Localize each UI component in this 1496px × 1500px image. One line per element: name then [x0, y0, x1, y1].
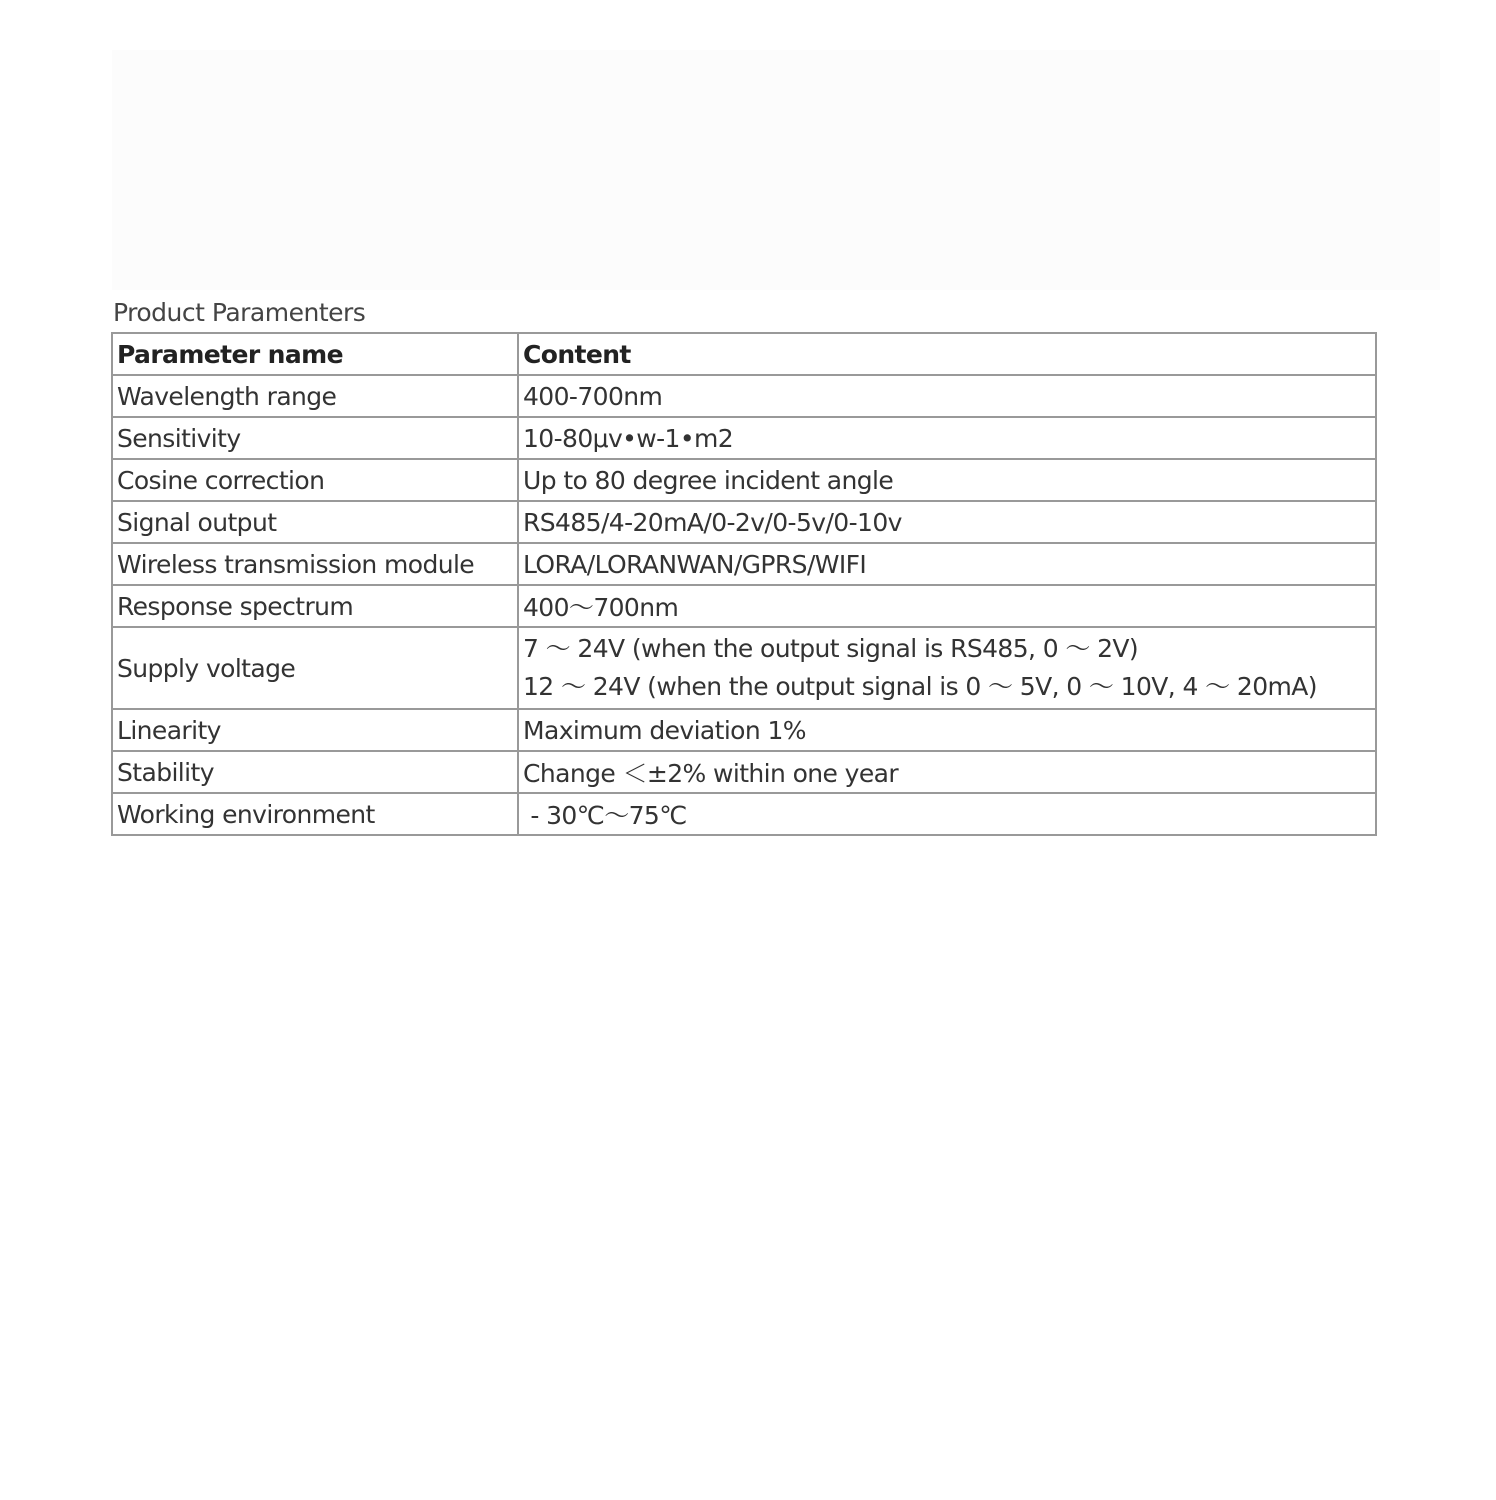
parameters-table-container [111, 332, 1377, 855]
parameter-name-cell: Sensitivity [112, 417, 518, 459]
section-title: Product Paramenters [113, 298, 366, 327]
parameter-name-cell: Cosine correction [112, 459, 518, 501]
parameter-name-cell: Signal output [112, 501, 518, 543]
content-line: 12 ～ 24V (when the output signal is 0 ～ 5V, 0 ～ 10V, 4 ～ 20mA) [523, 672, 1317, 701]
content-line: Up to 80 degree incident angle [523, 465, 894, 495]
header-parameter-name: Parameter name [112, 333, 518, 375]
table-row [112, 793, 1376, 835]
content-line: LORA/LORANWAN/GPRS/WIFI [523, 549, 867, 579]
table-row [112, 751, 1376, 793]
table-row [112, 375, 1376, 417]
parameter-name-cell: Wavelength range [112, 375, 518, 417]
parameter-name-cell: Response spectrum [112, 585, 518, 627]
image-area [112, 50, 1440, 290]
content-line: Maximum deviation 1% [523, 715, 806, 745]
parameter-name-cell: Working environment [112, 793, 518, 835]
table-row [112, 543, 1376, 585]
content-cell [518, 543, 1376, 585]
content-cell [518, 627, 1376, 709]
header-content: Content [518, 333, 1376, 375]
content-cell [518, 709, 1376, 751]
table-row [112, 585, 1376, 627]
content-line: 400-700nm [523, 381, 663, 411]
content-line: RS485/4-20mA/0-2v/0-5v/0-10v [523, 507, 902, 537]
content-cell [518, 501, 1376, 543]
content-cell [518, 459, 1376, 501]
content-cell [518, 751, 1376, 793]
parameter-name-cell: Stability [112, 751, 518, 793]
parameter-name-cell: Linearity [112, 709, 518, 751]
content-cell [518, 793, 1376, 835]
parameter-name-cell: Supply voltage [112, 627, 518, 709]
content-cell [518, 417, 1376, 459]
content-line: 7 ～ 24V (when the output signal is RS485, 0 ～ 2V) [523, 634, 1139, 663]
table-row [112, 459, 1376, 501]
content-cell [518, 585, 1376, 627]
table-row [112, 627, 1376, 709]
content-cell [518, 375, 1376, 417]
table-row [112, 417, 1376, 459]
table-row [112, 501, 1376, 543]
content-line: Change ＜±2% within one year [523, 759, 899, 788]
parameter-name-cell: Wireless transmission module [112, 543, 518, 585]
content-line: 400～700nm [523, 593, 679, 622]
parameters-table [111, 332, 1377, 836]
content-line: - 30℃～75℃ [523, 801, 687, 830]
table-row [112, 709, 1376, 751]
content-line: 10-80μv•w-1•m2 [523, 423, 734, 453]
table-header-row [112, 333, 1376, 375]
